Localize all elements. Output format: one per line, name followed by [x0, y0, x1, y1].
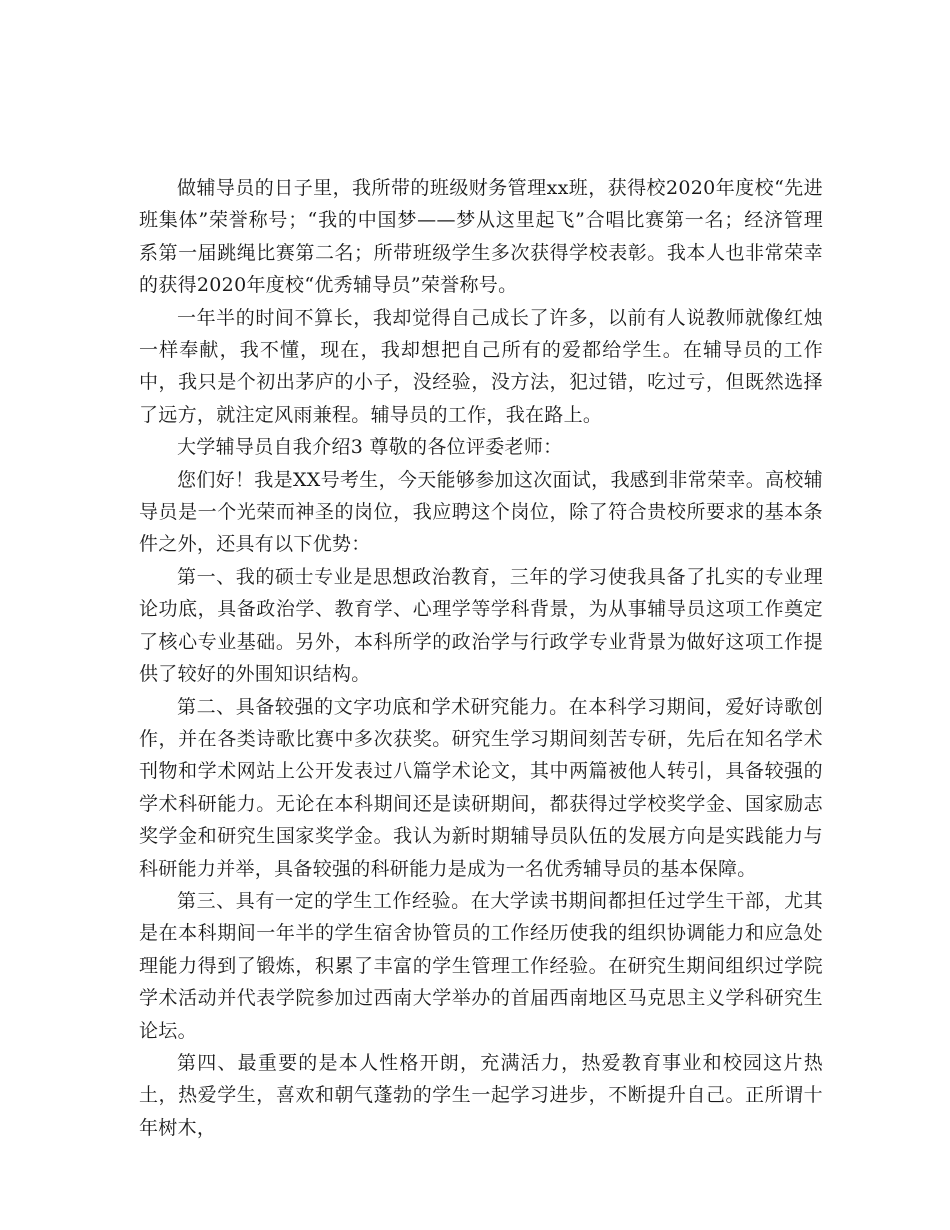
paragraph-growth-reflection: 一年半的时间不算长，我却觉得自己成长了许多，以前有人说教师就像红烛一样奉献，我不懂，现在，我却想把自己所有的爱都给学生。在辅导员的工作中，我只是个初出茅庐的小子，没经验，没方法，犯过错，吃过亏，但既然选择了远方，就注定风雨兼程。辅导员的工作，我在路上。 — [139, 306, 823, 426]
paragraph-advantage-one: 第一、我的硕士专业是思想政治教育，三年的学习使我具备了扎实的专业理论功底，具备政治学、教育学、心理学等学科背景，为从事辅导员这项工作奠定了核心专业基础。另外，本科所学的政治学与行政学专业背景为做好这项工作提供了较好的外围知识结构。 — [139, 565, 823, 686]
paragraph-class-honors: 做辅导员的日子里，我所带的班级财务管理xx班，获得校2020年度校“先进班集体”荣誉称号；“我的中国梦——梦从这里起飞”合唱比赛第一名；经济管理系第一届跳绳比赛第二名；所带班级学生多次获得学校表彰。我本人也非常荣幸的获得2020年度校“优秀辅导员”荣誉称号。 — [139, 177, 823, 297]
paragraph-section-heading: 大学辅导员自我介绍3 尊敬的各位评委老师： — [177, 436, 563, 459]
document-body — [139, 172, 823, 1144]
paragraph-advantage-four: 第四、最重要的是本人性格开朗，充满活力，热爱教育事业和校园这片热土，热爱学生，喜欢和朝气蓬勃的学生一起学习进步，不断提升自己。正所谓十年树木， — [139, 1051, 823, 1139]
paragraph-greeting: 您们好！我是XX号考生，今天能够参加这次面试，我感到非常荣幸。高校辅导员是一个光荣而神圣的岗位，我应聘这个岗位，除了符合贵校所要求的基本条件之外，还具有以下优势： — [139, 468, 823, 556]
paragraph-advantage-two: 第二、具备较强的文字功底和学术研究能力。在本科学习期间，爱好诗歌创作，并在各类诗歌比赛中多次获奖。研究生学习期间刻苦专研，先后在知名学术刊物和学术网站上公开发表过八篇学术论文，其中两篇被他人转引，具备较强的学术科研能力。无论在本科期间还是读研期间，都获得过学校奖学金、国家励志奖学金和研究生国家奖学金。我认为新时期辅导员队伍的发展方向是实践能力与科研能力并举，具备较强的科研能力是成为一名优秀辅导员的基本保障。 — [139, 695, 823, 880]
paragraph-advantage-three: 第三、具有一定的学生工作经验。在大学读书期间都担任过学生干部，尤其是在本科期间一年半的学生宿舍协管员的工作经历使我的组织协调能力和应急处理能力得到了锻炼，积累了丰富的学生管理工作经验。在研究生期间组织过学院学术活动并代表学院参加过西南大学举办的首届西南地区马克思主义学科研究生论坛。 — [139, 889, 823, 1042]
